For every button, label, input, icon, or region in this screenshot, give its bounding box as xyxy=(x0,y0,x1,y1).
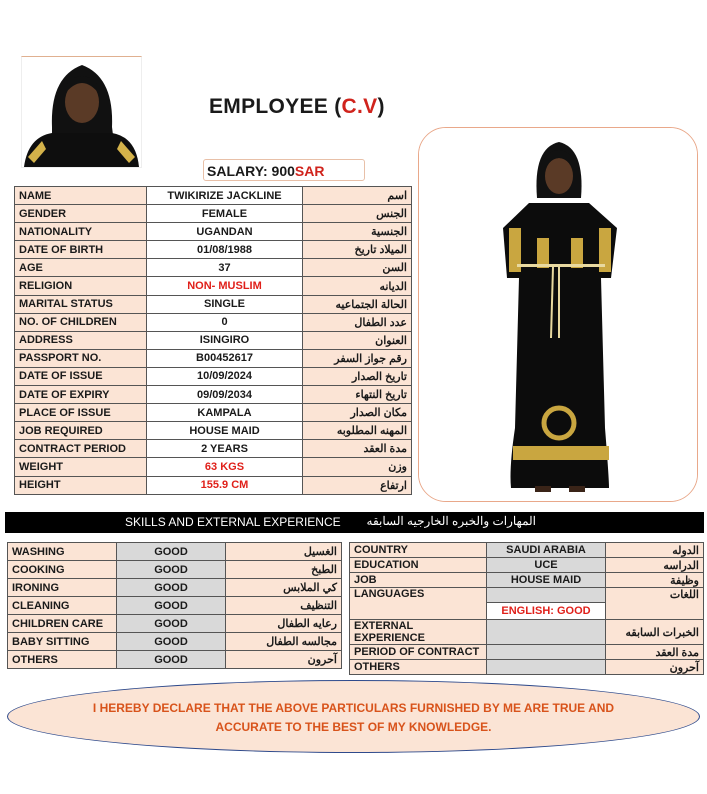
external-experience-table xyxy=(349,542,704,675)
table-row xyxy=(15,187,412,205)
skill-value: GOOD xyxy=(117,561,226,579)
declaration-line-2: ACCURATE TO THE BEST OF MY KNOWLEDGE. xyxy=(215,720,492,734)
skill-arabic: الغسيل xyxy=(226,543,342,561)
table-row xyxy=(350,588,704,603)
info-label: HEIGHT xyxy=(15,476,147,494)
info-value: 10/09/2024 xyxy=(146,367,302,385)
info-arabic: مكان الصدار xyxy=(303,404,412,422)
info-label: ADDRESS xyxy=(15,331,147,349)
info-label: NAME xyxy=(15,187,147,205)
skill-arabic: التنظيف xyxy=(226,597,342,615)
info-label: DATE OF EXPIRY xyxy=(15,386,147,404)
info-value: 155.9 CM xyxy=(146,476,302,494)
period-label: PERIOD OF CONTRACT xyxy=(350,645,487,660)
info-arabic: رقم جواز السفر xyxy=(303,349,412,367)
others-arabic: آحرون xyxy=(606,660,704,675)
skill-label: CLEANING xyxy=(8,597,117,615)
info-arabic: عدد الطفال xyxy=(303,313,412,331)
languages-value: ENGLISH: GOOD xyxy=(487,603,606,620)
table-row xyxy=(8,597,342,615)
skills-table xyxy=(7,542,342,669)
skill-label: WASHING xyxy=(8,543,117,561)
skill-label: BABY SITTING xyxy=(8,633,117,651)
info-value: 37 xyxy=(146,259,302,277)
info-label: WEIGHT xyxy=(15,458,147,476)
table-row xyxy=(15,386,412,404)
info-arabic: الحالة الجتماعيه xyxy=(303,295,412,313)
country-arabic: الدوله xyxy=(606,543,704,558)
info-value: TWIKIRIZE JACKLINE xyxy=(146,187,302,205)
table-row xyxy=(350,620,704,645)
info-value: 09/09/2034 xyxy=(146,386,302,404)
info-value: KAMPALA xyxy=(146,404,302,422)
info-arabic: ارتفاع xyxy=(303,476,412,494)
languages-arabic: اللغات xyxy=(606,588,704,620)
table-row xyxy=(8,579,342,597)
experience-label: EXTERNAL EXPERIENCE xyxy=(350,620,487,645)
info-arabic: السن xyxy=(303,259,412,277)
table-row xyxy=(350,645,704,660)
info-label: PLACE OF ISSUE xyxy=(15,404,147,422)
info-arabic: اسم xyxy=(303,187,412,205)
portrait-photo-full xyxy=(418,127,698,502)
languages-label: LANGUAGES xyxy=(350,588,487,620)
table-row xyxy=(15,422,412,440)
personal-info-table xyxy=(14,186,412,495)
table-row xyxy=(15,404,412,422)
info-value: NON- MUSLIM xyxy=(146,277,302,295)
info-arabic: تاريخ النتهاء xyxy=(303,386,412,404)
info-label: RELIGION xyxy=(15,277,147,295)
skill-arabic: كي الملابس xyxy=(226,579,342,597)
education-label: EDUCATION xyxy=(350,558,487,573)
table-row xyxy=(15,331,412,349)
experience-arabic: الخبرات السابقه xyxy=(606,620,704,645)
table-row xyxy=(15,241,412,259)
table-row xyxy=(15,476,412,494)
skill-arabic: مجالسه الطفال xyxy=(226,633,342,651)
skill-value: GOOD xyxy=(117,615,226,633)
skill-value: GOOD xyxy=(117,579,226,597)
country-label: COUNTRY xyxy=(350,543,487,558)
experience-value xyxy=(487,620,606,645)
info-arabic: الجنس xyxy=(303,205,412,223)
info-value: 0 xyxy=(146,313,302,331)
portrait-photo-small xyxy=(21,56,142,168)
job-label: JOB xyxy=(350,573,487,588)
page-title: EMPLOYEE (C.V) xyxy=(209,95,385,118)
table-row xyxy=(8,543,342,561)
table-row xyxy=(15,223,412,241)
info-value: FEMALE xyxy=(146,205,302,223)
salary-box: SALARY: 900SAR xyxy=(203,159,365,181)
skills-header-arabic: المهارات والخبره الخارجيه السابقه xyxy=(366,514,536,528)
skill-value: GOOD xyxy=(117,651,226,669)
info-value: SINGLE xyxy=(146,295,302,313)
table-row xyxy=(15,259,412,277)
declaration-text xyxy=(8,699,699,737)
info-value: UGANDAN xyxy=(146,223,302,241)
period-arabic: مدة العقد xyxy=(606,645,704,660)
info-label: NO. OF CHILDREN xyxy=(15,313,147,331)
table-row xyxy=(15,277,412,295)
info-label: GENDER xyxy=(15,205,147,223)
others-value xyxy=(487,660,606,675)
info-label: MARITAL STATUS xyxy=(15,295,147,313)
languages-blank xyxy=(487,588,606,603)
table-row xyxy=(350,543,704,558)
job-arabic: وظيفة xyxy=(606,573,704,588)
skill-arabic: آحرون xyxy=(226,651,342,669)
skills-section-header xyxy=(5,512,704,533)
info-value: 01/08/1988 xyxy=(146,241,302,259)
education-arabic: الدراسه xyxy=(606,558,704,573)
table-row xyxy=(15,458,412,476)
skill-label: IRONING xyxy=(8,579,117,597)
info-arabic: الديانه xyxy=(303,277,412,295)
info-arabic: تاريخ الصدار xyxy=(303,367,412,385)
table-row xyxy=(8,633,342,651)
info-label: AGE xyxy=(15,259,147,277)
table-row xyxy=(15,367,412,385)
table-row xyxy=(8,561,342,579)
table-row xyxy=(8,651,342,669)
info-value: ISINGIRO xyxy=(146,331,302,349)
skill-label: OTHERS xyxy=(8,651,117,669)
info-label: PASSPORT NO. xyxy=(15,349,147,367)
skill-arabic: الطبخ xyxy=(226,561,342,579)
declaration-box xyxy=(7,680,700,753)
skill-value: GOOD xyxy=(117,597,226,615)
info-label: DATE OF BIRTH xyxy=(15,241,147,259)
country-value: SAUDI ARABIA xyxy=(487,543,606,558)
info-arabic: وزن xyxy=(303,458,412,476)
declaration-line-1: I HEREBY DECLARE THAT THE ABOVE PARTICULARS FURNISHED BY ME ARE TRUE AND xyxy=(92,701,615,715)
table-row xyxy=(15,295,412,313)
info-value: 63 KGS xyxy=(146,458,302,476)
table-row xyxy=(15,349,412,367)
skills-header-english: SKILLS AND EXTERNAL EXPERIENCE xyxy=(125,515,341,529)
info-arabic: الميلاد تاريخ xyxy=(303,241,412,259)
table-row xyxy=(15,205,412,223)
others-label: OTHERS xyxy=(350,660,487,675)
skill-arabic: رعايه الطفال xyxy=(226,615,342,633)
info-value: HOUSE MAID xyxy=(146,422,302,440)
education-value: UCE xyxy=(487,558,606,573)
skill-label: CHILDREN CARE xyxy=(8,615,117,633)
skill-value: GOOD xyxy=(117,543,226,561)
table-row xyxy=(15,440,412,458)
info-value: B00452617 xyxy=(146,349,302,367)
skill-value: GOOD xyxy=(117,633,226,651)
table-row xyxy=(15,313,412,331)
table-row xyxy=(350,558,704,573)
table-row xyxy=(8,615,342,633)
info-arabic: الجنسية xyxy=(303,223,412,241)
info-label: DATE OF ISSUE xyxy=(15,367,147,385)
period-value xyxy=(487,645,606,660)
table-row xyxy=(350,573,704,588)
info-arabic: العنوان xyxy=(303,331,412,349)
info-arabic: مدة العقد xyxy=(303,440,412,458)
info-label: NATIONALITY xyxy=(15,223,147,241)
job-value: HOUSE MAID xyxy=(487,573,606,588)
info-arabic: المهنه المطلوبه xyxy=(303,422,412,440)
info-value: 2 YEARS xyxy=(146,440,302,458)
info-label: JOB REQUIRED xyxy=(15,422,147,440)
info-label: CONTRACT PERIOD xyxy=(15,440,147,458)
table-row xyxy=(350,660,704,675)
skill-label: COOKING xyxy=(8,561,117,579)
